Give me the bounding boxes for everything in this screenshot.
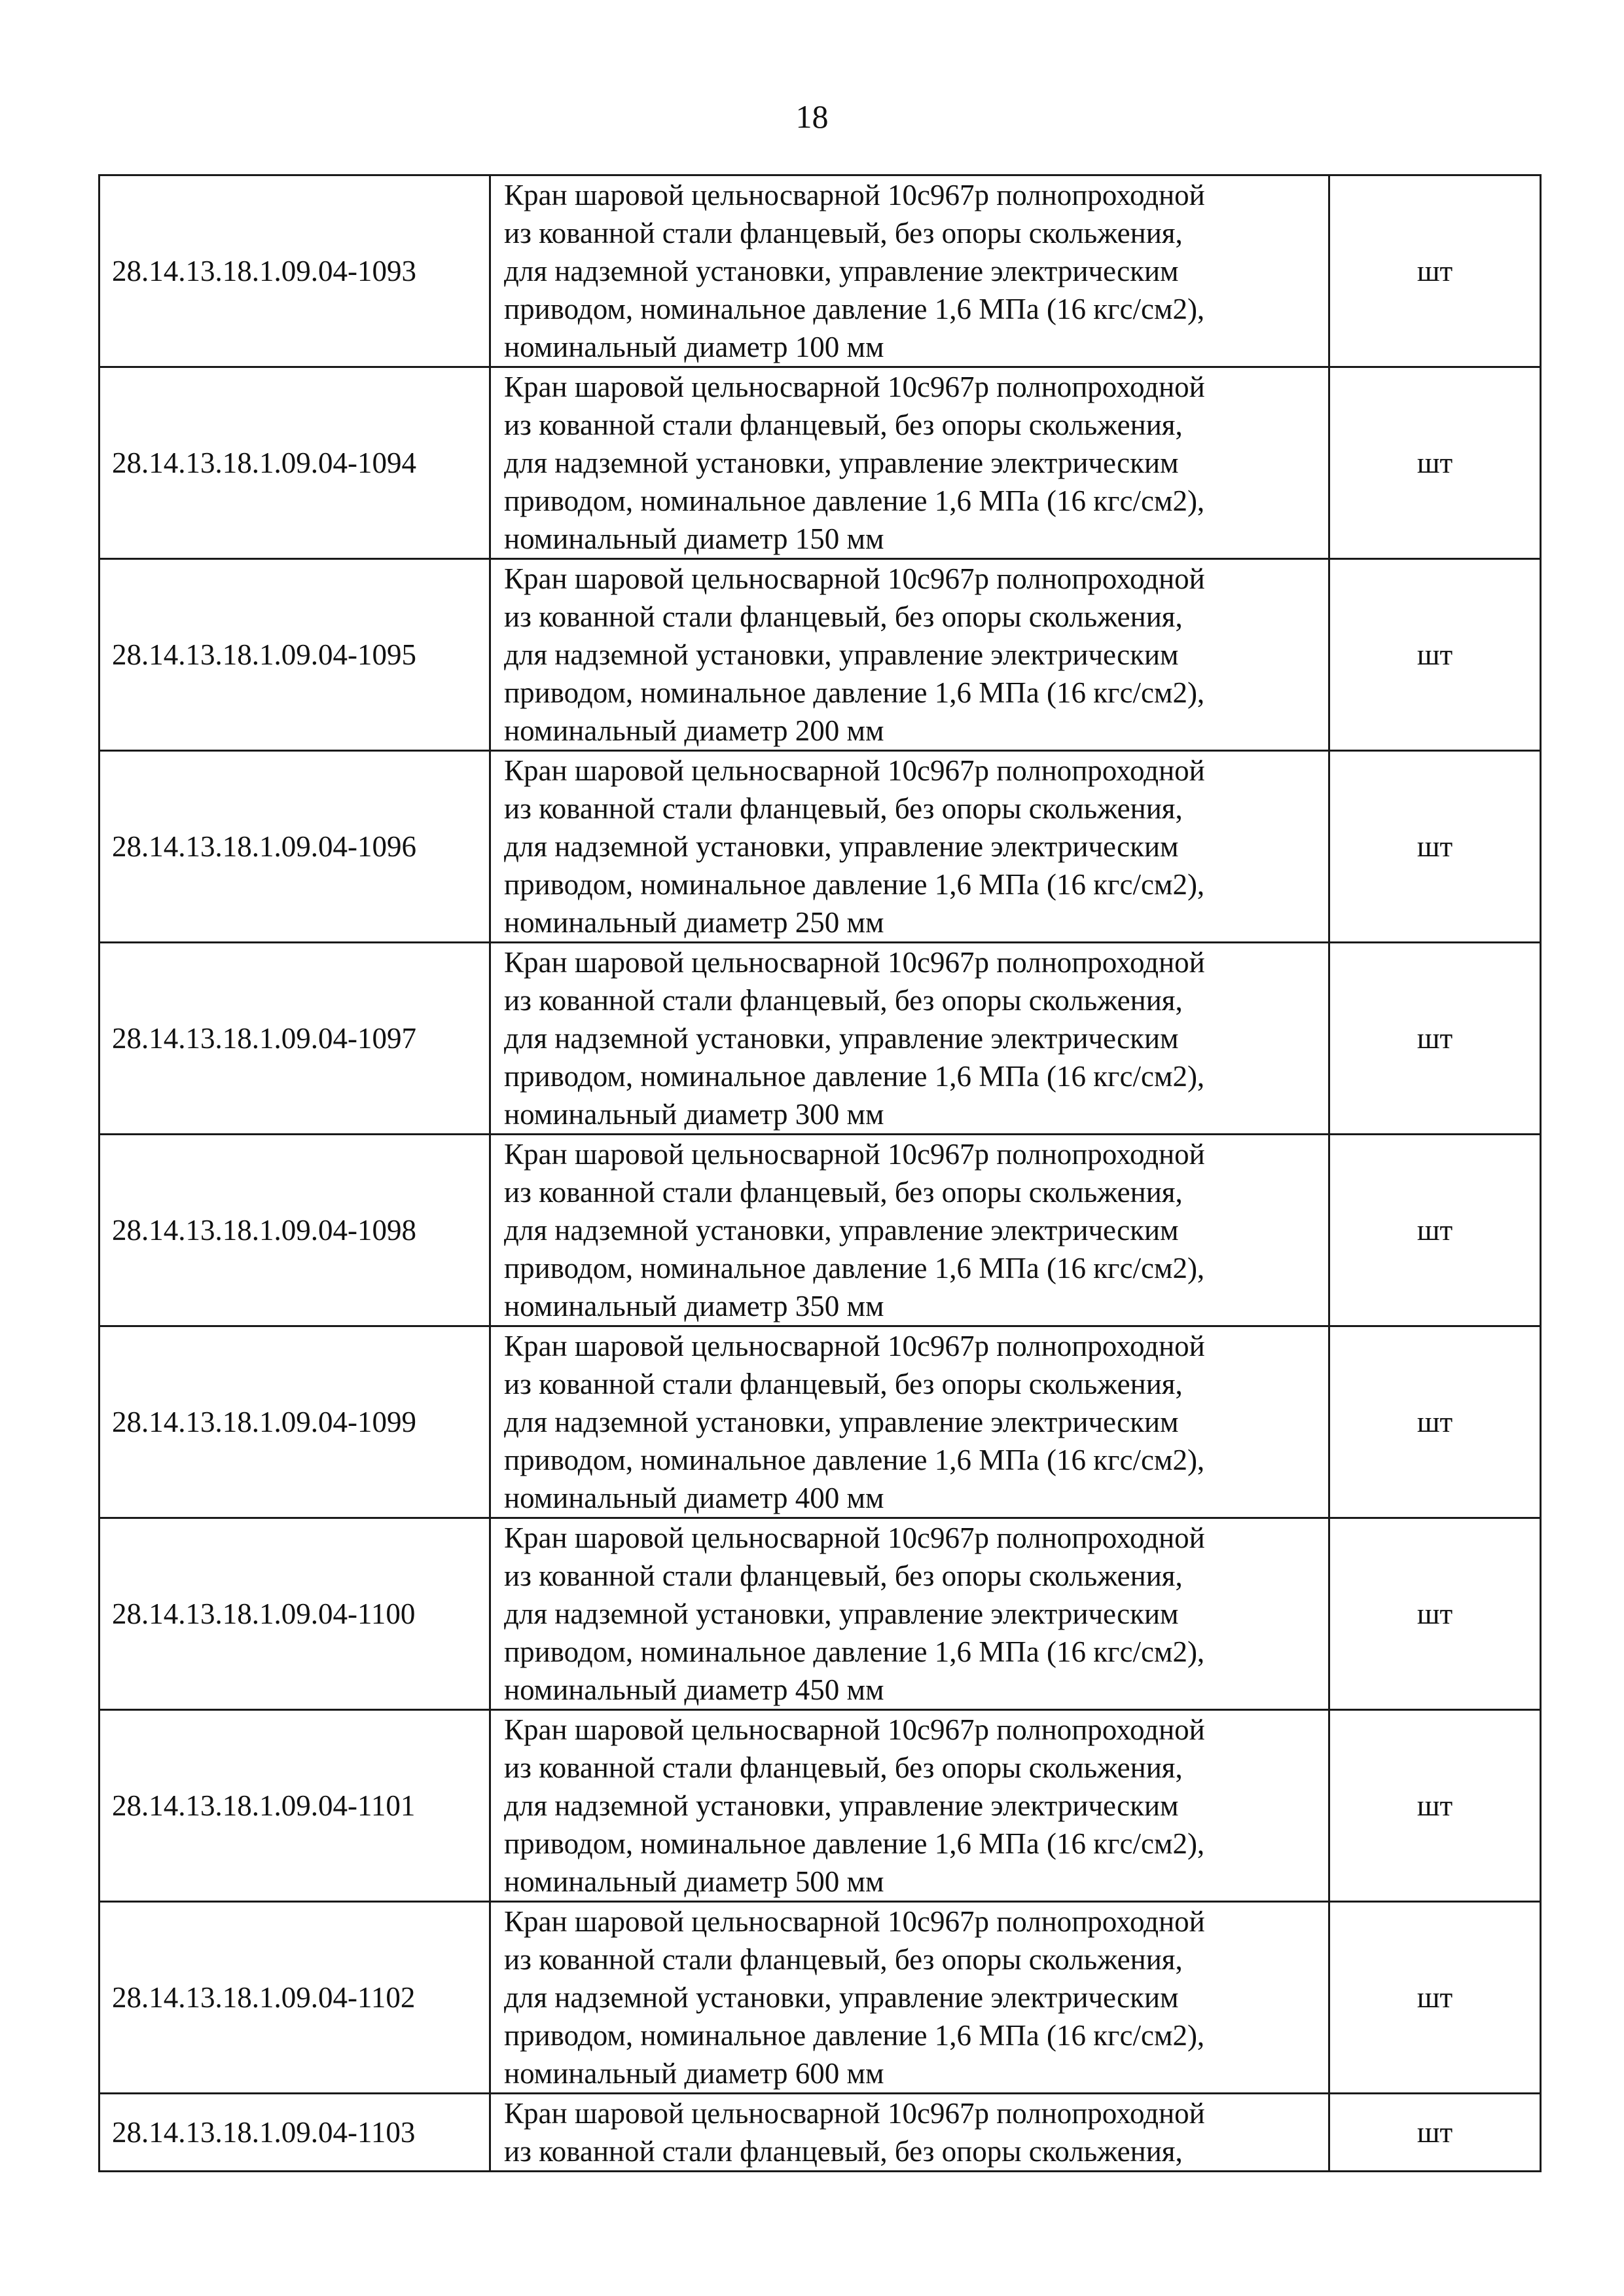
description-line: для надземной установки, управление электрическим bbox=[504, 638, 1179, 671]
unit-cell: шт bbox=[1329, 1710, 1541, 1902]
unit-cell: шт bbox=[1329, 943, 1541, 1135]
table-row bbox=[99, 751, 1541, 943]
table-row bbox=[99, 1135, 1541, 1326]
resource-description-cell bbox=[490, 367, 1329, 559]
resource-code-cell: 28.14.13.18.1.09.04-1102 bbox=[99, 1902, 490, 2094]
description-line: для надземной установки, управление электрическим bbox=[504, 1214, 1179, 1247]
description-line: приводом, номинальное давление 1,6 МПа (16 кгс/см2), bbox=[504, 1444, 1205, 1476]
description-line: для надземной установки, управление электрическим bbox=[504, 1597, 1179, 1630]
unit-cell: шт bbox=[1329, 751, 1541, 943]
description-line: номинальный диаметр 100 мм bbox=[504, 331, 884, 363]
description-line: для надземной установки, управление электрическим bbox=[504, 1022, 1179, 1055]
resource-description-cell bbox=[490, 559, 1329, 751]
resource-description-cell bbox=[490, 1902, 1329, 2094]
resource-code-cell: 28.14.13.18.1.09.04-1097 bbox=[99, 943, 490, 1135]
resource-code-cell: 28.14.13.18.1.09.04-1100 bbox=[99, 1518, 490, 1710]
resource-description-cell bbox=[490, 2094, 1329, 2172]
resource-description-cell bbox=[490, 751, 1329, 943]
description-line: Кран шаровой цельносварной 10с967р полнопроходной bbox=[504, 1522, 1205, 1554]
description-line: для надземной установки, управление электрическим bbox=[504, 1789, 1179, 1822]
resource-description-cell bbox=[490, 1710, 1329, 1902]
resource-code-cell: 28.14.13.18.1.09.04-1093 bbox=[99, 175, 490, 367]
unit-cell: шт bbox=[1329, 1135, 1541, 1326]
description-line: приводом, номинальное давление 1,6 МПа (16 кгс/см2), bbox=[504, 1060, 1205, 1093]
description-line: для надземной установки, управление электрическим bbox=[504, 830, 1179, 863]
table-row bbox=[99, 1326, 1541, 1518]
unit-cell: шт bbox=[1329, 1902, 1541, 2094]
resource-code-cell: 28.14.13.18.1.09.04-1103 bbox=[99, 2094, 490, 2172]
resource-description-cell bbox=[490, 175, 1329, 367]
description-line: приводом, номинальное давление 1,6 МПа (16 кгс/см2), bbox=[504, 484, 1205, 517]
table-row bbox=[99, 1902, 1541, 2094]
description-line: из кованной стали фланцевый, без опоры скольжения, bbox=[504, 984, 1183, 1017]
description-line: приводом, номинальное давление 1,6 МПа (16 кгс/см2), bbox=[504, 1827, 1205, 1860]
description-line: приводом, номинальное давление 1,6 МПа (16 кгс/см2), bbox=[504, 293, 1205, 325]
resource-description-cell bbox=[490, 1326, 1329, 1518]
description-line: Кран шаровой цельносварной 10с967р полнопроходной bbox=[504, 2097, 1205, 2130]
unit-cell: шт bbox=[1329, 367, 1541, 559]
resource-table bbox=[98, 174, 1542, 2172]
table-row bbox=[99, 175, 1541, 367]
description-line: для надземной установки, управление электрическим bbox=[504, 446, 1179, 479]
description-line: приводом, номинальное давление 1,6 МПа (16 кгс/см2), bbox=[504, 676, 1205, 709]
resource-table-body bbox=[99, 175, 1541, 2172]
description-line: из кованной стали фланцевый, без опоры скольжения, bbox=[504, 409, 1183, 441]
description-line: номинальный диаметр 400 мм bbox=[504, 1482, 884, 1514]
description-line: Кран шаровой цельносварной 10с967р полнопроходной bbox=[504, 371, 1205, 403]
description-line: Кран шаровой цельносварной 10с967р полнопроходной bbox=[504, 1138, 1205, 1171]
table-row bbox=[99, 367, 1541, 559]
description-line: Кран шаровой цельносварной 10с967р полнопроходной bbox=[504, 1905, 1205, 1938]
page-number: 18 bbox=[795, 98, 829, 135]
table-row bbox=[99, 2094, 1541, 2172]
description-line: приводом, номинальное давление 1,6 МПа (16 кгс/см2), bbox=[504, 2019, 1205, 2052]
description-line: приводом, номинальное давление 1,6 МПа (16 кгс/см2), bbox=[504, 1635, 1205, 1668]
table-row bbox=[99, 1518, 1541, 1710]
table-row bbox=[99, 943, 1541, 1135]
description-line: из кованной стали фланцевый, без опоры скольжения, bbox=[504, 217, 1183, 249]
resource-code-cell: 28.14.13.18.1.09.04-1096 bbox=[99, 751, 490, 943]
description-line: Кран шаровой цельносварной 10с967р полнопроходной bbox=[504, 179, 1205, 211]
description-line: для надземной установки, управление электрическим bbox=[504, 1981, 1179, 2014]
resource-code-cell: 28.14.13.18.1.09.04-1099 bbox=[99, 1326, 490, 1518]
description-line: номинальный диаметр 300 мм bbox=[504, 1098, 884, 1131]
description-line: из кованной стали фланцевый, без опоры скольжения, bbox=[504, 600, 1183, 633]
description-line: для надземной установки, управление электрическим bbox=[504, 255, 1179, 287]
resource-description-cell bbox=[490, 1518, 1329, 1710]
description-line: номинальный диаметр 350 мм bbox=[504, 1290, 884, 1322]
description-line: из кованной стали фланцевый, без опоры скольжения, bbox=[504, 1943, 1183, 1976]
description-line: номинальный диаметр 450 мм bbox=[504, 1673, 884, 1706]
unit-cell: шт bbox=[1329, 2094, 1541, 2172]
description-line: Кран шаровой цельносварной 10с967р полнопроходной bbox=[504, 1713, 1205, 1746]
resource-code-cell: 28.14.13.18.1.09.04-1098 bbox=[99, 1135, 490, 1326]
description-line: Кран шаровой цельносварной 10с967р полнопроходной bbox=[504, 946, 1205, 979]
resource-code-cell: 28.14.13.18.1.09.04-1094 bbox=[99, 367, 490, 559]
description-line: Кран шаровой цельносварной 10с967р полнопроходной bbox=[504, 1330, 1205, 1362]
description-line: номинальный диаметр 200 мм bbox=[504, 714, 884, 747]
unit-cell: шт bbox=[1329, 1326, 1541, 1518]
description-line: номинальный диаметр 150 мм bbox=[504, 522, 884, 555]
description-line: Кран шаровой цельносварной 10с967р полнопроходной bbox=[504, 562, 1205, 595]
description-line: для надземной установки, управление электрическим bbox=[504, 1406, 1179, 1438]
description-line: из кованной стали фланцевый, без опоры скольжения, bbox=[504, 1559, 1183, 1592]
unit-cell: шт bbox=[1329, 175, 1541, 367]
description-line: из кованной стали фланцевый, без опоры скольжения, bbox=[504, 2135, 1183, 2168]
resource-code-cell: 28.14.13.18.1.09.04-1101 bbox=[99, 1710, 490, 1902]
table-row bbox=[99, 1710, 1541, 1902]
description-line: приводом, номинальное давление 1,6 МПа (16 кгс/см2), bbox=[504, 868, 1205, 901]
unit-cell: шт bbox=[1329, 559, 1541, 751]
description-line: из кованной стали фланцевый, без опоры скольжения, bbox=[504, 1751, 1183, 1784]
description-line: из кованной стали фланцевый, без опоры скольжения, bbox=[504, 1368, 1183, 1400]
description-line: номинальный диаметр 250 мм bbox=[504, 906, 884, 939]
description-line: номинальный диаметр 500 мм bbox=[504, 1865, 884, 1898]
resource-description-cell bbox=[490, 1135, 1329, 1326]
description-line: приводом, номинальное давление 1,6 МПа (16 кгс/см2), bbox=[504, 1252, 1205, 1285]
resource-code-cell: 28.14.13.18.1.09.04-1095 bbox=[99, 559, 490, 751]
description-line: Кран шаровой цельносварной 10с967р полнопроходной bbox=[504, 754, 1205, 787]
unit-cell: шт bbox=[1329, 1518, 1541, 1710]
table-row bbox=[99, 559, 1541, 751]
description-line: из кованной стали фланцевый, без опоры скольжения, bbox=[504, 792, 1183, 825]
resource-description-cell bbox=[490, 943, 1329, 1135]
description-line: номинальный диаметр 600 мм bbox=[504, 2057, 884, 2090]
description-line: из кованной стали фланцевый, без опоры скольжения, bbox=[504, 1176, 1183, 1209]
